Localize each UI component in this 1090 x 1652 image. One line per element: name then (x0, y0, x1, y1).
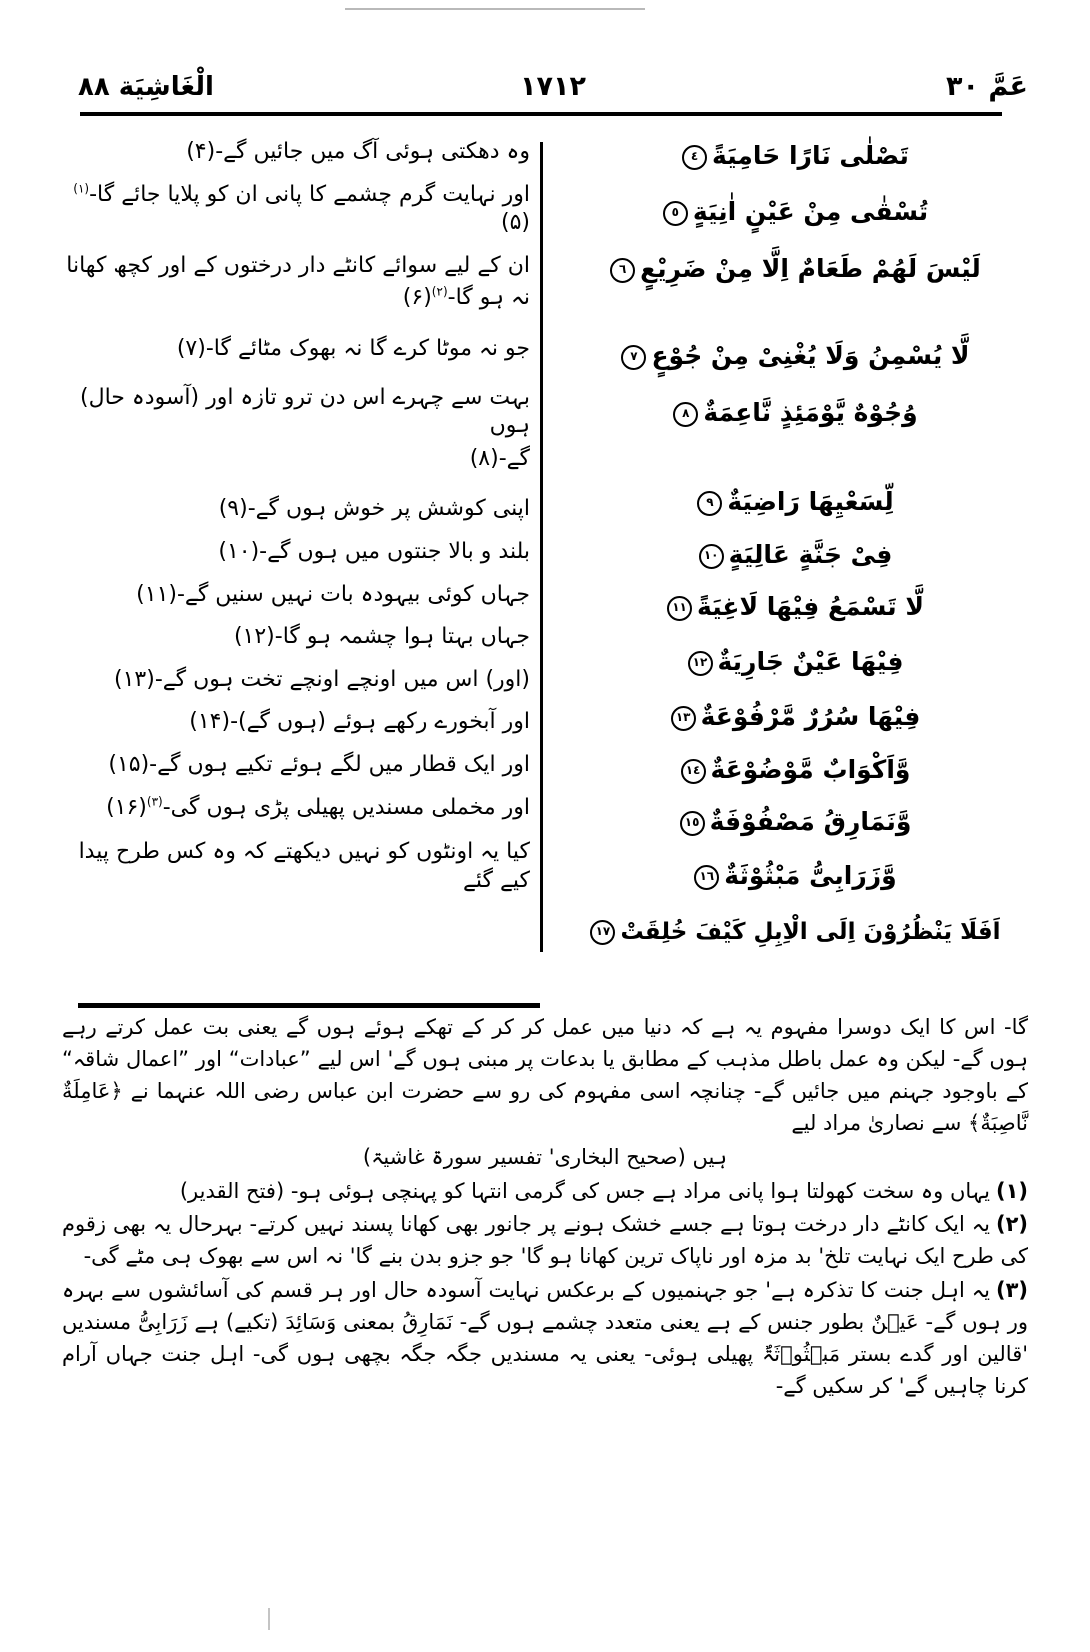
ayah-number: ٥ (663, 201, 688, 226)
footnote-divider-rule (78, 1003, 540, 1008)
urdu-translation-column (62, 132, 530, 895)
translation-text: جہاں کوئی بیہودہ بات نہیں سنیں گے-(۱۱) (136, 581, 530, 607)
translation-line (62, 138, 530, 167)
translation-text: جو نہ موٹا کرے گا نہ بھوک مٹائے گا-(۷) (176, 335, 530, 361)
footnote-marker: (۲) (995, 1212, 1028, 1237)
ayah-text: لَّا تَسْمَعُ فِيْهَا لَاغِيَةً (697, 592, 924, 622)
translation-line (62, 284, 530, 313)
ayah-line (558, 255, 1028, 284)
translation-line (62, 708, 530, 737)
translation-text: بلند و بالا جنتوں میں ہوں گے-(۱۰) (218, 538, 530, 564)
translation-line (62, 838, 530, 895)
ayah-line (558, 488, 1028, 517)
header-juz-label: عَمَّ ٣٠ (946, 71, 1028, 102)
ayah-text: وَّاَكْوَابٌ مَّوْضُوْعَةٌ (710, 754, 911, 784)
translation-line (62, 794, 530, 823)
ayah-text: لَيْسَ لَهُمْ طَعَامٌ اِلَّا مِنْ ضَرِيْعٍ (640, 253, 981, 283)
translation-line (62, 538, 530, 567)
ayah-text: اَفَلَا يَنْظُرُوْنَ اِلَى الْاِبِلِ كَيْفَ خُلِقَتْ (620, 918, 1001, 945)
translation-text: اپنی کوشش پر خوش ہوں گے-(۹) (218, 496, 530, 522)
ayah-number: ١١ (667, 596, 692, 621)
ayah-line (558, 342, 1028, 371)
ayah-number: ٦ (610, 258, 635, 283)
ayah-number: ١٤ (681, 759, 706, 784)
ayah-number: ١٥ (680, 811, 705, 836)
ayah-number: ١٣ (671, 706, 696, 731)
ayah-line (558, 756, 1028, 785)
ayah-number: ١٠ (699, 544, 724, 569)
footnote-continuation: گا- اس کا ایک دوسرا مفہوم یہ ہے کہ دنیا میں عمل کر کر کے تھکے ہوئے ہوں گے یعنی بت عمل کرتے رہے ہوں گے- لیکن وہ عمل باطل مذہب کے مطابق یا بدعات پر مبنی ہوں گے' اس لیے ”عبادات“ اور ”اعمال شاقہ“ کے باوجود جہنم میں جائیں گے- چنانچہ اسی مفہوم کی رو سے حضرت ابن عباس رضی اللہ عنہما نے ﴿عَامِلَةٌ نَّاصِبَةٌ﴾ سے نصاریٰ مراد لیے (62, 1015, 1028, 1135)
ayah-line (558, 142, 1028, 171)
ayah-number: ٩ (697, 491, 722, 516)
footnote-ref: (۳) (146, 794, 163, 809)
ayah-line (558, 399, 1028, 428)
translation-text: وہ دھکتی ہوئی آگ میں جائیں گے-(۴) (186, 139, 530, 164)
verse-marker: (۶) (402, 285, 432, 311)
footnote-ref: (۱) (73, 181, 90, 196)
translation-text: ان کے لیے سوائے کانٹے دار درختوں کے اور کچھ کھانا (66, 252, 530, 278)
ayah-number: ١٧ (590, 920, 615, 945)
ayah-line (558, 541, 1028, 570)
translation-line (62, 495, 530, 524)
ayah-line (558, 198, 1028, 227)
ayah-line (558, 703, 1028, 732)
top-crop-mark (345, 8, 645, 10)
translation-text: (اور) اس میں اونچے اونچے تخت ہوں گے-(۱۳) (114, 666, 530, 692)
ayah-line (558, 862, 1028, 891)
footnote-item (62, 1176, 1028, 1208)
ayah-line (558, 919, 1028, 945)
ayah-text: لِّسَعْيِهَا رَاضِيَةٌ (727, 486, 894, 516)
ayah-line (558, 593, 1028, 622)
translation-text: اور مخملی مسندیں پھیلی پڑی ہوں گی- (162, 794, 530, 820)
ayah-line (558, 648, 1028, 677)
bottom-crop-mark (268, 1608, 270, 1630)
ayah-text: تُسْقٰى مِنْ عَيْنٍ اٰنِيَةٍ (692, 196, 929, 226)
translation-text: گے-(۸) (469, 445, 530, 471)
footnote-text: یہ اہل جنت کا تذکرہ ہے' جو جہنمیوں کے برعکس نہایت آسودہ حال اور ہر قسم کی آسائشوں سے بہرہ ور ہوں گے- عَیۡنٌ بطور جنس کے ہے یعنی متعدد چشمے ہوں گے- نَمَارِقُ بمعنی وَسَائِدَ (تکیے) ہے زَرَابِیُّ مسندیں 'قالین اور گدے بستر مَبۡثُوۡثَۃٌ پھیلی ہوئی- یعنی یہ مسندیں جگہ جگہ بچھی ہوں گی- اہل جنت جہاں آرام کرنا چاہیں گے' کر سکیں گے- (62, 1278, 1028, 1398)
page-number: ١٧١٢ (520, 71, 586, 102)
ayah-number: ١٢ (688, 651, 713, 676)
translation-line (62, 623, 530, 652)
header-divider-rule (80, 112, 1002, 116)
running-header (78, 66, 1028, 112)
ayah-number: ٧ (621, 345, 646, 370)
footnote-text: یہ ایک کانٹے دار درخت ہوتا ہے جسے خشک ہونے پر جانور بھی کھانا پسند نہیں کرتے- بہرحال یہ بھی زقوم کی طرح ایک نہایت تلخ' بد مزہ اور ناپاک ترین کھانا ہو گا' جو جزو بدن بنے گا' نہ اس سے بھوک ہی مٹے گی- (62, 1212, 1028, 1269)
ayah-text: تَصْلٰى نَارًا حَامِيَةً (712, 141, 909, 170)
translation-text: اور ایک قطار میں لگے ہوئے تکیے ہوں گے-(۱۵) (108, 751, 530, 777)
footnote-text: یہاں وہ سخت کھولتا ہوا پانی مراد ہے جس کی گرمی انتہا کو پہنچی ہوئی ہو- (فتح القدیر) (179, 1178, 990, 1203)
translation-line (62, 581, 530, 610)
ayah-text: وَّنَمَارِقُ مَصْفُوْفَةٌ (709, 807, 912, 837)
translation-line (62, 181, 530, 238)
ayah-text: وُجُوْهٌ يَّوْمَئِذٍ نَّاعِمَةٌ (703, 398, 918, 427)
footnote-ref: (۲) (431, 285, 448, 300)
footnote-marker: (۳) (995, 1278, 1028, 1303)
ayah-text: لَّا يُسْمِنُ وَلَا يُغْنِىْ مِنْ جُوْعٍ (651, 341, 970, 371)
translation-text: اور آبخورے رکھے ہوئے (ہوں گے)-(۱۴) (189, 709, 530, 735)
translation-text: کیا یہ اونٹوں کو نہیں دیکھتے کہ وہ کس طرح پیدا کیے گئے (78, 839, 530, 893)
ayah-text: فِيْهَا عَيْنٌ جَارِيَةٌ (717, 647, 904, 676)
ayah-text: فِىْ جَنَّةٍ عَالِيَةٍ (728, 539, 893, 569)
translation-text: نہ ہو گا- (447, 285, 530, 311)
footnote-marker: (۱) (995, 1178, 1028, 1203)
translation-text: جہاں بہتا ہوا چشمہ ہو گا-(۱۲) (233, 624, 530, 650)
ayah-line (558, 808, 1028, 837)
translation-line (62, 384, 530, 441)
ayah-number: ٨ (673, 402, 698, 427)
translation-text: بہت سے چہرے اس دن ترو تازہ اور (آسودہ حال) ہوں (80, 384, 530, 439)
column-divider (540, 142, 543, 952)
ayah-text: وَّزَرَابِىُّ مَبْثُوْثَةٌ (724, 861, 897, 890)
scripture-body (62, 132, 1028, 962)
footnote-item (62, 1275, 1028, 1403)
header-surah-label: الْغَاشِيَة ٨٨ (78, 72, 214, 102)
arabic-verse-column (558, 132, 1028, 945)
translation-line (62, 335, 530, 364)
ayah-number: ١٦ (694, 865, 719, 890)
translation-line (62, 445, 530, 474)
ayah-number: ٤ (682, 145, 707, 170)
footnote-source-line: ہیں (صحیح البخاری' تفسیر سورۃ غاشیۃ) (362, 1144, 728, 1169)
translation-line (62, 252, 530, 281)
translation-line (62, 751, 530, 780)
translation-text: اور نہایت گرم چشمے کا پانی ان کو پلایا جائے گا- (89, 181, 530, 207)
verse-marker: (۱۶) (106, 794, 147, 820)
footnotes-section (62, 1012, 1028, 1405)
translation-line (62, 666, 530, 695)
ayah-text: فِيْهَا سُرُرٌ مَّرْفُوْعَةٌ (700, 701, 921, 731)
verse-marker: (۵) (500, 210, 530, 236)
footnote-item (62, 1209, 1028, 1273)
